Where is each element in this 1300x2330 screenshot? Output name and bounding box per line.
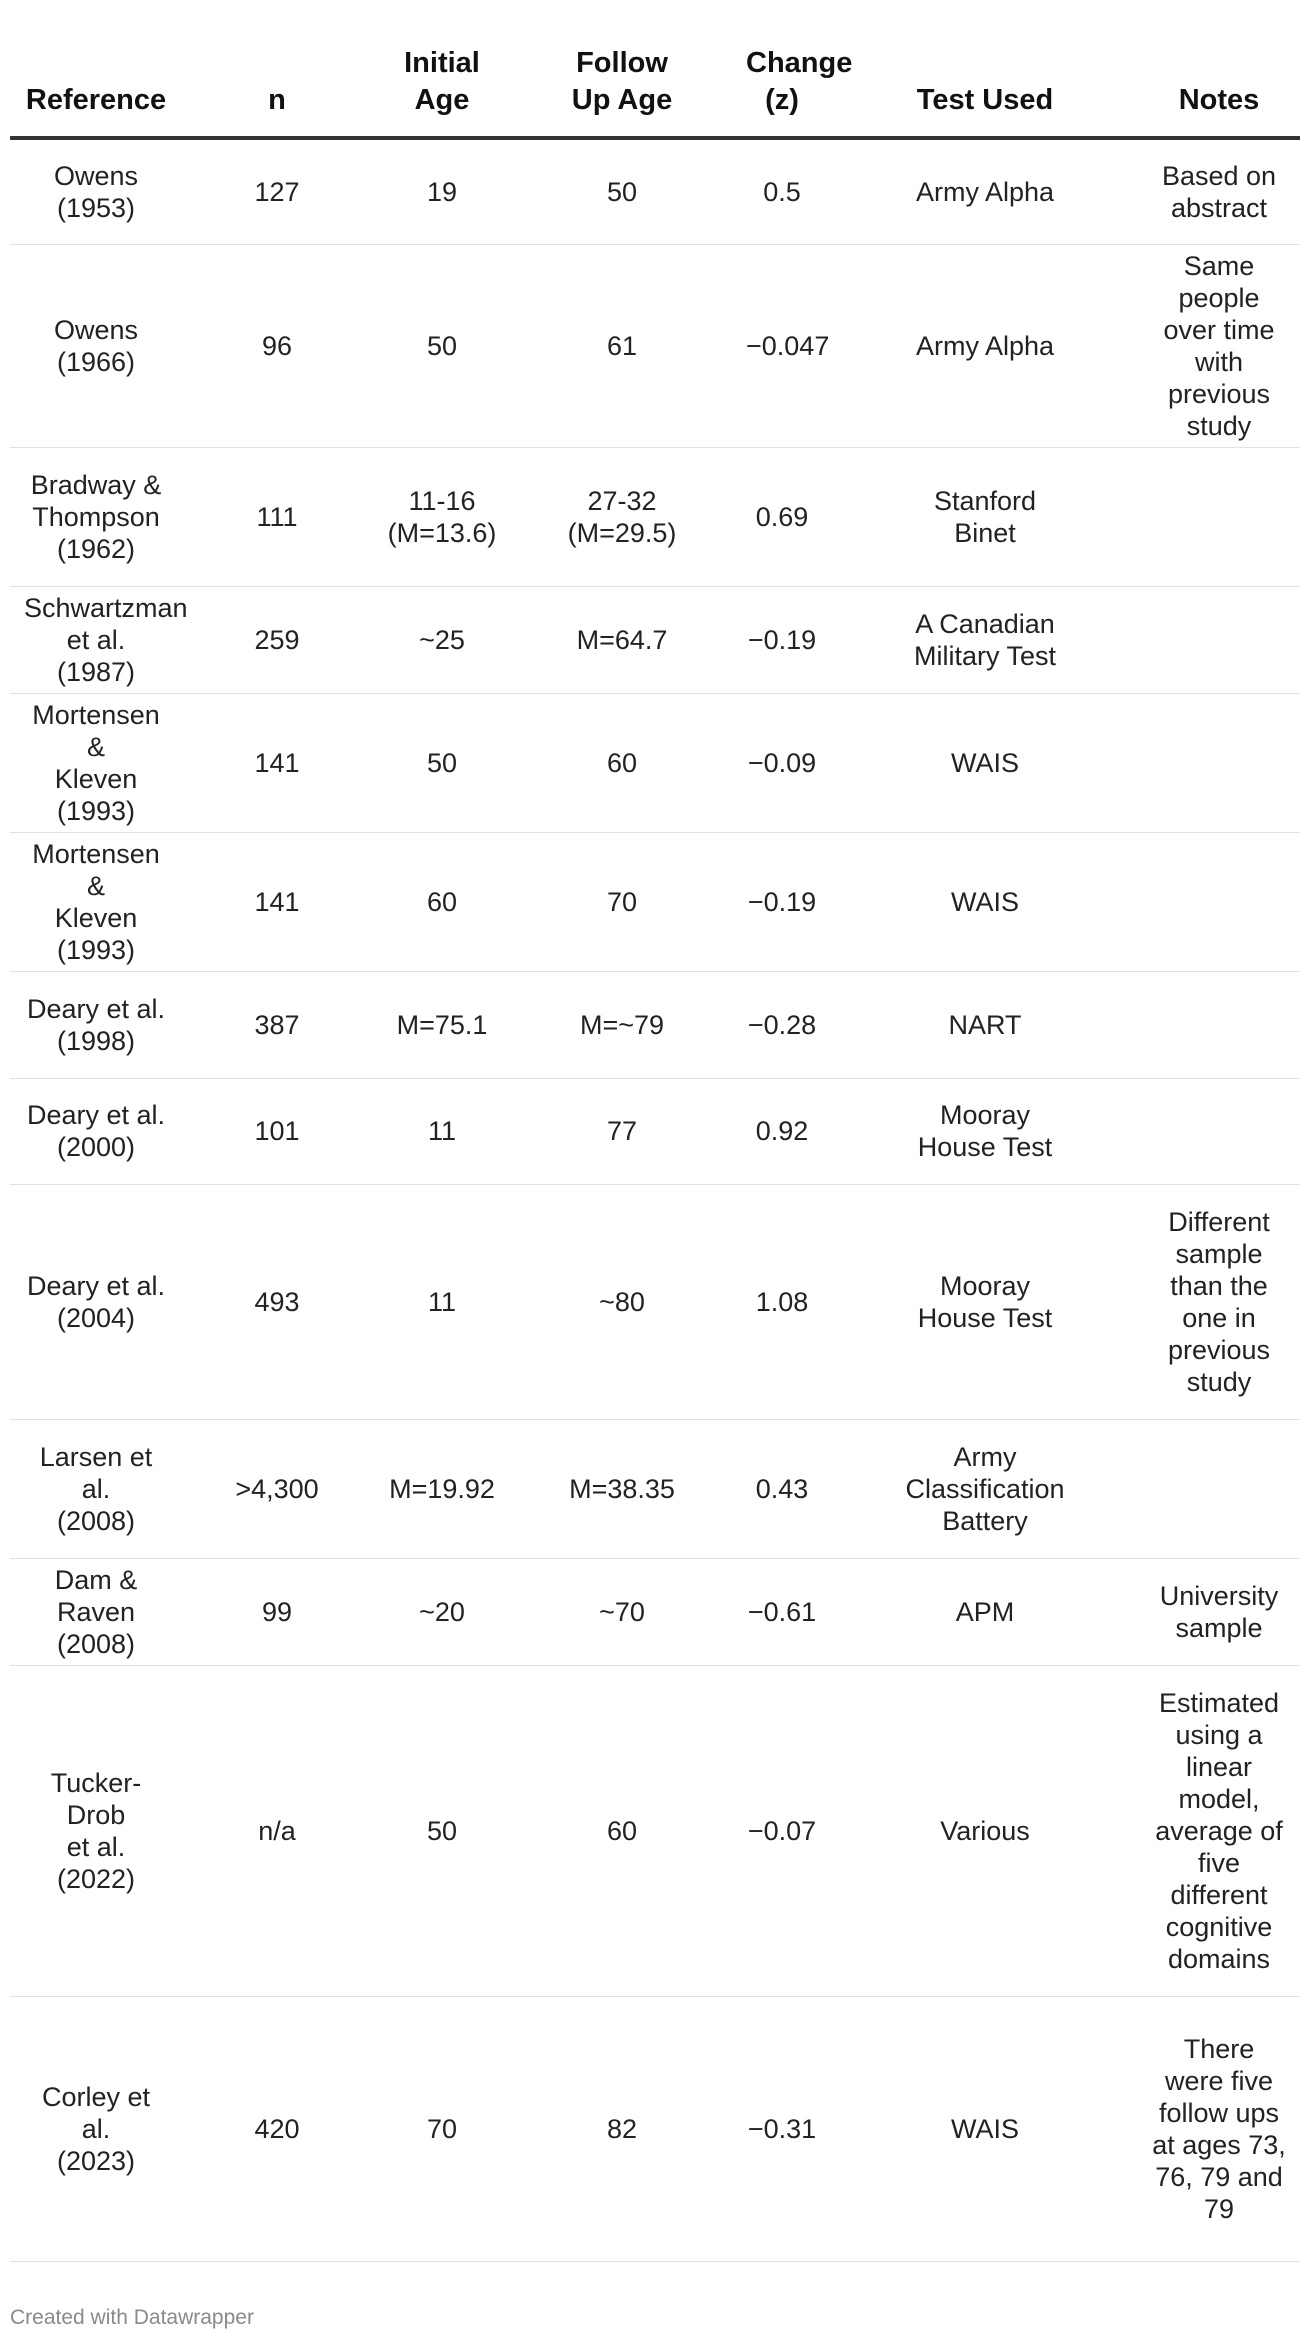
cell-n: 99 [182,1558,372,1665]
cell-notes [1138,832,1300,971]
cell-initial-age: 70 [372,1996,512,2261]
cell-follow-up-age: ~80 [512,1184,732,1419]
cell-n: 420 [182,1996,372,2261]
cell-test-used: Various [832,1665,1138,1996]
cell-test-used: Army Alpha [832,244,1138,447]
cell-test-used: WAIS [832,1996,1138,2261]
cell-initial-age: 19 [372,138,512,244]
cell-change: −0.07 [732,1665,832,1996]
cell-change: 0.5 [732,138,832,244]
cell-notes [1138,447,1300,586]
cell-change: −0.61 [732,1558,832,1665]
cell-initial-age: ~25 [372,586,512,693]
table-row [10,693,1300,832]
cell-n: 96 [182,244,372,447]
cell-test-used: Stanford Binet [832,447,1138,586]
cell-notes: Estimated using a linear model, average of five different cognitive domains [1138,1665,1300,1996]
cell-reference: Tucker-Drob et al. (2022) [10,1665,182,1996]
cell-change: 0.92 [732,1078,832,1184]
cell-initial-age: M=19.92 [372,1419,512,1558]
cell-test-used: A Canadian Military Test [832,586,1138,693]
data-table-container [10,0,1286,2262]
cell-change: −0.09 [732,693,832,832]
cell-follow-up-age: 60 [512,693,732,832]
cell-n: 141 [182,832,372,971]
cell-n: 141 [182,693,372,832]
cell-initial-age: 50 [372,693,512,832]
cell-initial-age: 50 [372,1665,512,1996]
cell-test-used: WAIS [832,693,1138,832]
cell-reference: Bradway & Thompson (1962) [10,447,182,586]
cell-change: −0.047 [732,244,832,447]
cell-follow-up-age: 60 [512,1665,732,1996]
table-row [10,832,1300,971]
col-header-reference[interactable]: Reference [10,0,182,138]
table-row [10,1078,1300,1184]
cell-initial-age: ~20 [372,1558,512,1665]
cell-follow-up-age: 50 [512,138,732,244]
cell-reference: Deary et al. (2000) [10,1078,182,1184]
cell-reference: Owens (1966) [10,244,182,447]
col-header-change[interactable]: Change (z) [732,0,832,138]
cell-test-used: Mooray House Test [832,1078,1138,1184]
cell-reference: Deary et al. (2004) [10,1184,182,1419]
datawrapper-credit[interactable]: Created with Datawrapper [10,2306,254,2329]
cell-follow-up-age: M=64.7 [512,586,732,693]
table-row [10,138,1300,244]
cell-notes: Different sample than the one in previous study [1138,1184,1300,1419]
cell-change: −0.19 [732,586,832,693]
cell-test-used: WAIS [832,832,1138,971]
cell-change: −0.19 [732,832,832,971]
cell-n: 111 [182,447,372,586]
cell-change: 0.43 [732,1419,832,1558]
cell-change: −0.28 [732,971,832,1078]
cell-reference: Deary et al. (1998) [10,971,182,1078]
cell-initial-age: 11 [372,1184,512,1419]
cell-notes: There were five follow ups at ages 73, 76, 79 and 79 [1138,1996,1300,2261]
cell-initial-age: 11-16 (M=13.6) [372,447,512,586]
cell-change: 1.08 [732,1184,832,1419]
cell-test-used: Mooray House Test [832,1184,1138,1419]
col-header-n[interactable]: n [182,0,372,138]
cell-follow-up-age: 27-32 (M=29.5) [512,447,732,586]
cell-n: 493 [182,1184,372,1419]
cell-initial-age: 50 [372,244,512,447]
table-row [10,244,1300,447]
cell-notes: University sample [1138,1558,1300,1665]
table-row [10,1665,1300,1996]
cell-n: 101 [182,1078,372,1184]
cell-reference: Larsen et al. (2008) [10,1419,182,1558]
cell-notes [1138,1078,1300,1184]
col-header-notes[interactable]: Notes [1138,0,1300,138]
cell-follow-up-age: ~70 [512,1558,732,1665]
cell-follow-up-age: 61 [512,244,732,447]
table-row [10,586,1300,693]
header-row [10,0,1300,138]
cell-follow-up-age: 77 [512,1078,732,1184]
cell-follow-up-age: 82 [512,1996,732,2261]
col-header-initial-age[interactable]: Initial Age [372,0,512,138]
cell-test-used: Army Alpha [832,138,1138,244]
table-row [10,1184,1300,1419]
cell-n: n/a [182,1665,372,1996]
table-row [10,1558,1300,1665]
cell-initial-age: 11 [372,1078,512,1184]
cell-notes: Based on abstract [1138,138,1300,244]
cell-reference: Dam & Raven (2008) [10,1558,182,1665]
col-header-follow-up-age[interactable]: Follow Up Age [512,0,732,138]
cell-reference: Owens (1953) [10,138,182,244]
cell-follow-up-age: M=38.35 [512,1419,732,1558]
cell-notes: Same people over time with previous study [1138,244,1300,447]
cell-change: −0.31 [732,1996,832,2261]
cell-notes [1138,693,1300,832]
table-row [10,1996,1300,2261]
cell-notes [1138,971,1300,1078]
cell-reference: Corley et al. (2023) [10,1996,182,2261]
cell-reference: Mortensen & Kleven (1993) [10,832,182,971]
table-row [10,447,1300,586]
cell-test-used: NART [832,971,1138,1078]
col-header-test-used[interactable]: Test Used [832,0,1138,138]
cell-initial-age: M=75.1 [372,971,512,1078]
cell-follow-up-age: M=~79 [512,971,732,1078]
cell-reference: Schwartzman et al. (1987) [10,586,182,693]
data-table [10,0,1300,2262]
cell-change: 0.69 [732,447,832,586]
cell-follow-up-age: 70 [512,832,732,971]
cell-notes [1138,1419,1300,1558]
cell-n: 387 [182,971,372,1078]
cell-initial-age: 60 [372,832,512,971]
table-row [10,971,1300,1078]
cell-n: 127 [182,138,372,244]
cell-test-used: APM [832,1558,1138,1665]
cell-reference: Mortensen & Kleven (1993) [10,693,182,832]
cell-notes [1138,586,1300,693]
cell-n: 259 [182,586,372,693]
table-row [10,1419,1300,1558]
cell-test-used: Army Classification Battery [832,1419,1138,1558]
cell-n: >4,300 [182,1419,372,1558]
